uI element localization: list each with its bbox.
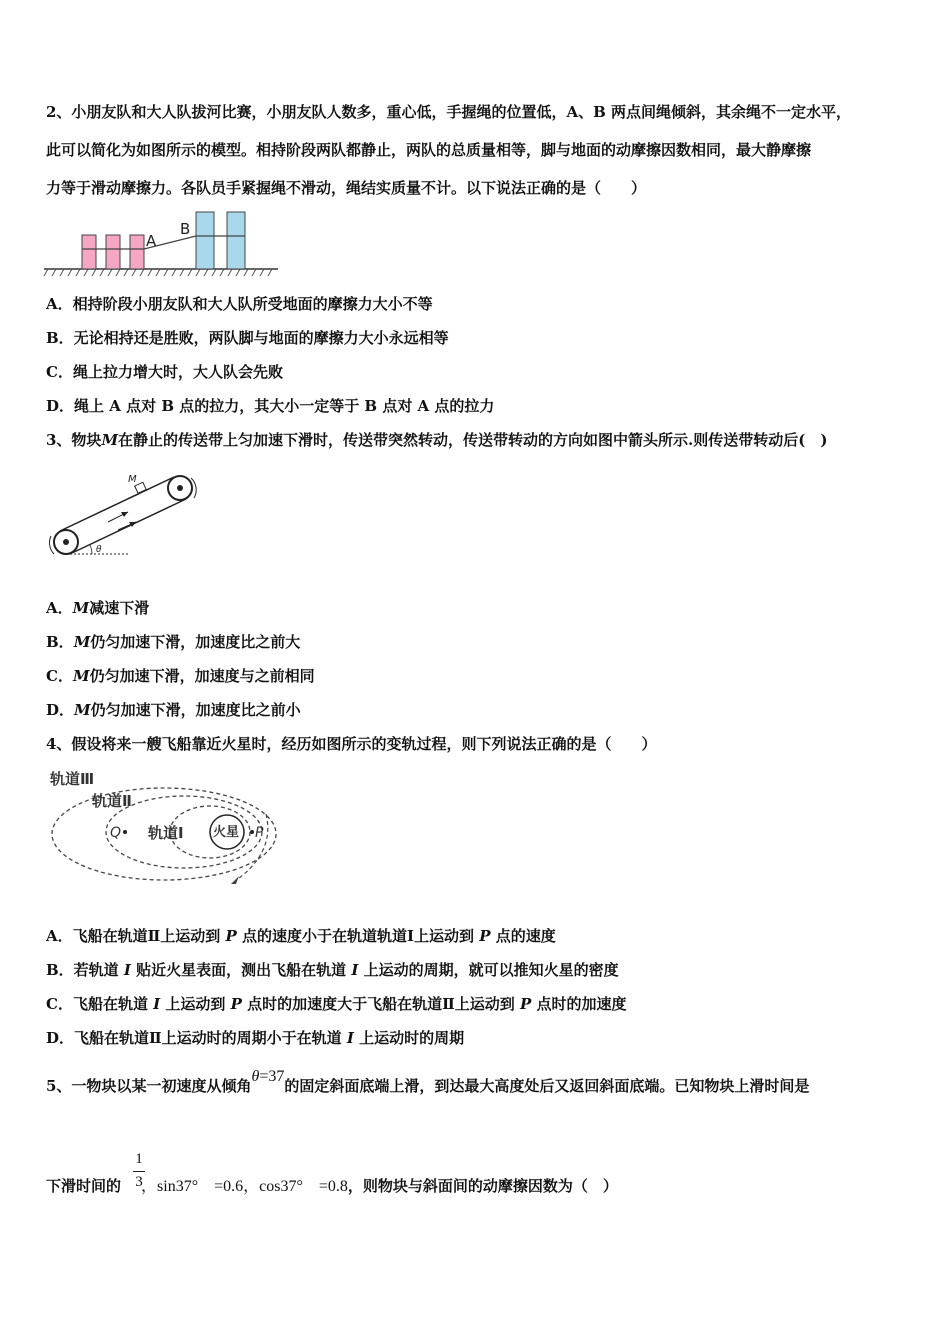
q3-conveyor-figure <box>46 466 206 562</box>
label-b: B <box>180 220 191 238</box>
q5-fraction-numerator: 1 <box>135 1151 143 1167</box>
q4-option-b: B．若轨道 I 贴近火星表面，测出飞船在轨道 I 上运动的周期，就可以推知火星的密度 <box>46 961 619 979</box>
q5-fraction-denominator: 3 <box>135 1174 143 1190</box>
label-m: M <box>128 474 137 485</box>
label-p: P <box>255 825 264 841</box>
q3-option-c: C．M仍匀加速下滑，加速度与之前相同 <box>46 667 315 685</box>
q2-stem-line-3: 力等于滑动摩擦力。各队员手紧握绳不滑动，绳结实质量不计。以下说法正确的是（ ） <box>46 179 647 197</box>
label-q: Q <box>110 825 122 841</box>
q4-option-d: D．飞船在轨道Ⅱ上运动时的周期小于在轨道 I 上运动时的周期 <box>46 1029 465 1047</box>
adult-block-1 <box>196 212 214 269</box>
label-a: A <box>146 232 157 250</box>
q2-option-b: B．无论相持还是胜败，两队脚与地面的摩擦力大小永远相等 <box>46 329 449 347</box>
q4-stem: 4、假设将来一艘飞船靠近火星时，经历如图所示的变轨过程，则下列说法正确的是（ ） <box>46 735 657 753</box>
q5-fraction-bar <box>133 1171 145 1172</box>
q3-option-d: D．M仍匀加速下滑，加速度比之前小 <box>46 701 301 719</box>
q3-option-a: A．M减速下滑 <box>46 599 150 617</box>
label-theta: θ <box>96 545 102 555</box>
q5-stem-line-2: 下滑时间的 ，sin37° =0.6，cos37° =0.8，则物块与斜面间的动摩擦因数为（ ） <box>46 1177 618 1195</box>
q2-option-c: C．绳上拉力增大时，大人队会先败 <box>46 363 283 381</box>
kid-block-2 <box>106 235 120 269</box>
q4-orbit-figure <box>46 764 286 894</box>
kid-block-3 <box>130 235 144 269</box>
label-orbit-1: 轨道Ⅰ <box>148 824 184 842</box>
q2-option-a: A．相持阶段小朋友队和大人队所受地面的摩擦力大小不等 <box>46 295 433 313</box>
q3-option-b: B．M仍匀加速下滑，加速度比之前大 <box>46 633 301 651</box>
q2-option-d: D．绳上 A 点对 B 点的拉力，其大小一定等于 B 点对 A 点的拉力 <box>46 397 495 415</box>
label-mars: 火星 <box>213 825 240 840</box>
adult-block-2 <box>227 212 245 269</box>
label-orbit-2: 轨道Ⅱ <box>92 792 132 810</box>
label-orbit-3: 轨道Ⅲ <box>50 770 95 788</box>
q3-stem: 3、物块M在静止的传送带上匀加速下滑时，传送带突然转动，传送带转动的方向如图中箭头所示.则传送带转动后( ) <box>46 431 828 449</box>
q4-option-a: A．飞船在轨道Ⅱ上运动到 P 点的速度小于在轨道轨道Ⅰ上运动到 P 点的速度 <box>46 927 556 945</box>
q5-stem-line-1: 5、一物块以某一初速度从倾角θ=37的固定斜面底端上滑，到达最大高度处后又返回斜面底端。已知物块上滑时间是 <box>46 1068 810 1095</box>
q2-tug-of-war-figure <box>42 206 282 282</box>
q4-option-c: C．飞船在轨道 I 上运动到 P 点时的加速度大于飞船在轨道Ⅱ上运动到 P 点时的加速度 <box>46 995 627 1013</box>
q2-stem-line-2: 此可以简化为如图所示的模型。相持阶段两队都静止，两队的总质量相等，脚与地面的动摩擦因数相同，最大静摩擦 <box>46 141 812 159</box>
q2-stem-line-1: 2、小朋友队和大人队拔河比赛，小朋友队人数多，重心低，手握绳的位置低，A、B 两点间绳倾斜，其余绳不一定水平， <box>46 103 851 121</box>
kid-block-1 <box>82 235 96 269</box>
